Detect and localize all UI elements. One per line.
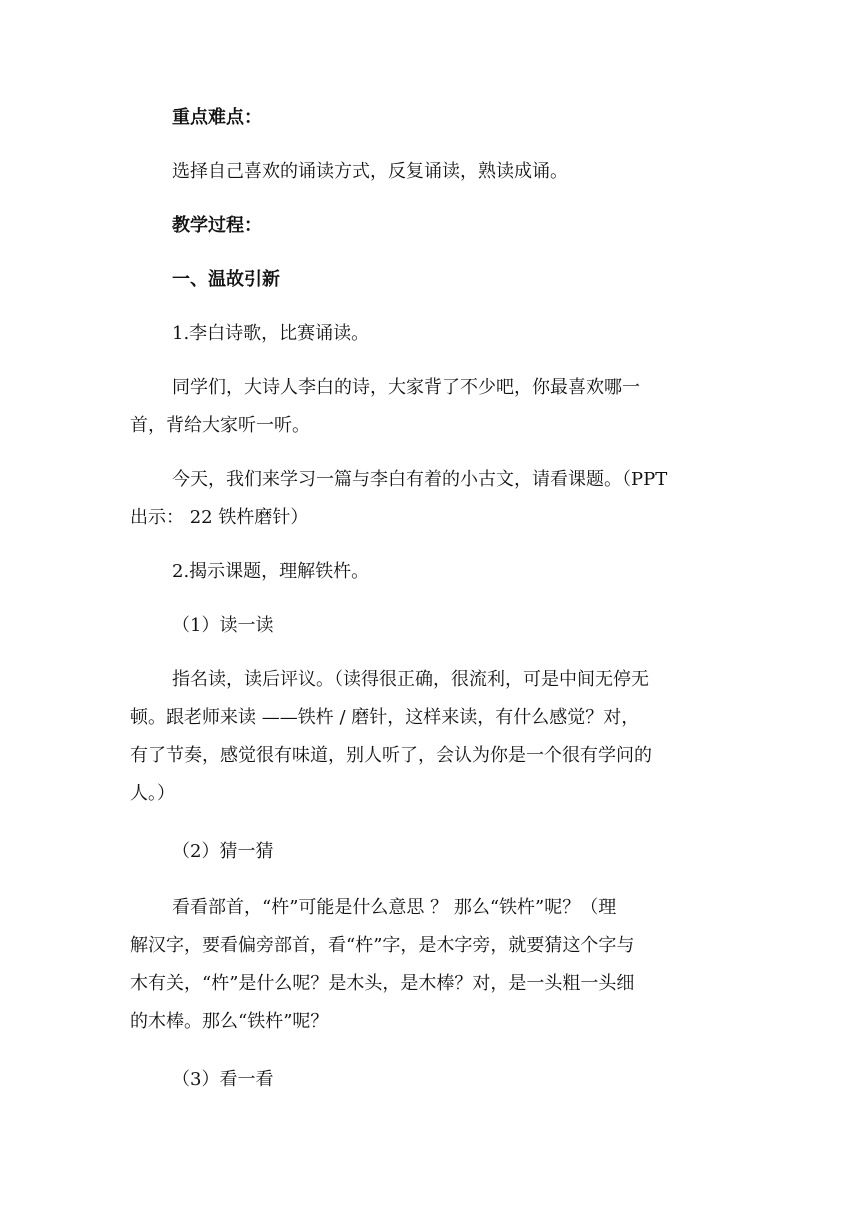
paragraph-line: 指名读，读后评议。（读得很正确，很流利，可是中间无停无 xyxy=(172,669,649,690)
paragraph-line: 选择自己喜欢的诵读方式，反复诵读，熟读成诵。 xyxy=(172,161,568,182)
section-heading-review: 一、温故引新 xyxy=(172,269,280,290)
paragraph-line: 解汉字，要看偏旁部首，看“杵”字，是木字旁，就要猜这个字与 xyxy=(130,935,635,956)
paragraph-line: 人。） xyxy=(130,783,175,804)
paragraph-line: 的木棒。那么“铁杵”呢？ xyxy=(130,1011,329,1032)
heading-teaching-process: 教学过程： xyxy=(172,215,262,236)
paragraph-line: 有了节奏，感觉很有味道，别人听了，会认为你是一个很有学问的 xyxy=(130,745,652,766)
paragraph-line: 首，背给大家听一听。 xyxy=(130,415,310,436)
paragraph-line: 今天，我们来学习一篇与李白有着的小古文，请看课题。（PPT xyxy=(172,469,668,490)
sub-step-heading: （2）猜一猜 xyxy=(172,841,274,862)
step-heading: 2.揭示课题，理解铁杵。 xyxy=(172,561,370,582)
sub-step-heading: （3）看一看 xyxy=(172,1069,274,1090)
paragraph-line: 看看部首，“杵”可能是什么意思 ？ 那么“铁杵”呢？（理 xyxy=(172,897,617,918)
paragraph-line: 同学们，大诗人李白的诗，大家背了不少吧，你最喜欢哪一 xyxy=(172,377,640,398)
paragraph-line: 木有关，“杵”是什么呢？是木头，是木棒？对，是一头粗一头细 xyxy=(130,973,635,994)
step-heading: 1.李白诗歌，比赛诵读。 xyxy=(172,323,370,344)
sub-step-heading: （1）读一读 xyxy=(172,615,274,636)
heading-key-difficulties: 重点难点： xyxy=(172,107,262,128)
paragraph-line: 出示： 22 铁杵磨针） xyxy=(130,507,309,528)
paragraph-line: 顿。跟老师来读 ——铁杵 / 磨针，这样来读，有什么感觉？对， xyxy=(130,707,640,728)
